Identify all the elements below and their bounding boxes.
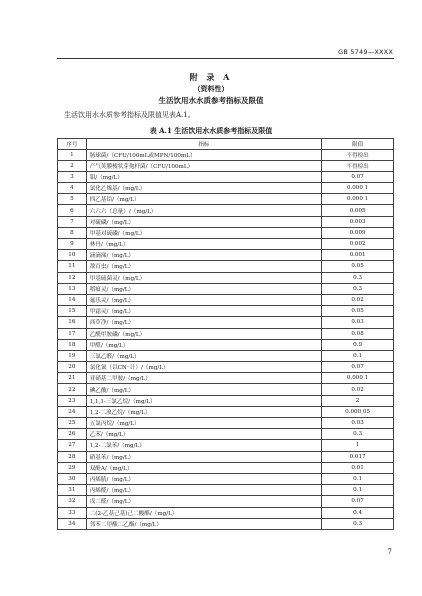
limit-value: 不得检出	[322, 149, 394, 160]
indicator-name: 甲霜灵/（mg/L）	[86, 306, 321, 317]
table-row	[58, 418, 394, 429]
indicator-name: 1,2-二溴乙烷/（mg/L）	[86, 406, 321, 417]
table-row	[58, 384, 394, 395]
table-row	[58, 317, 394, 328]
appendix-nature: （资料性）	[193, 84, 229, 93]
indicator-name: 戊二醛/（mg/L）	[86, 496, 321, 507]
row-number: 1	[58, 149, 87, 160]
table-row	[58, 306, 394, 317]
indicator-name: 氟乐灵/（mg/L）	[86, 294, 321, 305]
limit-value: 0.07	[322, 496, 394, 507]
row-number: 31	[58, 485, 87, 496]
row-number: 28	[58, 451, 87, 462]
limit-value: 0.003	[322, 216, 394, 227]
table-row	[58, 294, 394, 305]
row-number: 4	[58, 183, 87, 194]
row-number: 8	[58, 227, 87, 238]
row-number: 9	[58, 239, 87, 250]
limit-value: 0.005	[322, 205, 394, 216]
standard-number: GB 5749—XXXX	[338, 48, 393, 56]
indicator-name: 二(2-乙基己基)己二酸酯/（mg/L）	[86, 507, 321, 518]
limit-value: 0.07	[322, 362, 394, 373]
table-row	[58, 496, 394, 507]
row-number: 13	[58, 283, 87, 294]
limit-value: 0.3	[322, 283, 394, 294]
limit-value: 0.1	[322, 350, 394, 361]
table-row	[58, 261, 394, 272]
limit-value: 0.07	[322, 171, 394, 182]
table-row	[58, 440, 394, 451]
limit-value: 0.017	[322, 451, 394, 462]
indicator-name: 肠球菌/（CFU/100mL或MPN/100mL）	[86, 149, 321, 160]
table-row	[58, 149, 394, 160]
limit-value: 1	[322, 440, 394, 451]
row-number: 26	[58, 429, 87, 440]
limit-value: 0.002	[322, 239, 394, 250]
page-number: 7	[387, 548, 392, 556]
row-number: 10	[58, 250, 87, 261]
limit-value: 0.3	[322, 429, 394, 440]
row-number: 27	[58, 440, 87, 451]
limit-value: 0.08	[322, 328, 394, 339]
table-row	[58, 485, 394, 496]
table-row	[58, 272, 394, 283]
row-number: 22	[58, 384, 87, 395]
row-number: 15	[58, 306, 87, 317]
indicator-name: 氯化乙烯基/（mg/L）	[86, 183, 321, 194]
limit-value: 0.03	[322, 317, 394, 328]
indicator-name: 丙烯腈/（mg/L）	[86, 473, 321, 484]
table-row	[58, 473, 394, 484]
limit-value: 0.05	[322, 261, 394, 272]
indicator-name: 丙烯醛/（mg/L）	[86, 485, 321, 496]
indicator-name: 敌百虫/（mg/L）	[86, 261, 321, 272]
table-row	[58, 205, 394, 216]
table-row	[58, 339, 394, 350]
limit-value: 0.000 1	[322, 373, 394, 384]
header-divider	[57, 58, 394, 59]
indicator-name: 产气荚膜梭状芽孢杆菌/（CFU/100mL）	[86, 160, 321, 171]
table-row	[58, 216, 394, 227]
table-row	[58, 239, 394, 250]
header-no: 序号	[58, 139, 87, 150]
limit-value: 2	[322, 395, 394, 406]
row-number: 23	[58, 395, 87, 406]
indicator-name: 林丹/（mg/L）	[86, 239, 321, 250]
indicator-name: 甲醛/（mg/L）	[86, 339, 321, 350]
limit-value: 0.9	[322, 339, 394, 350]
limit-value: 0.02	[322, 384, 394, 395]
limit-value: 0.000 1	[322, 183, 394, 194]
table-row	[58, 362, 394, 373]
indicator-name: 碘乙酸/（mg/L）	[86, 384, 321, 395]
indicator-name: 滴滴涕/（mg/L）	[86, 250, 321, 261]
indicator-name: 对硫磷/（mg/L）	[86, 216, 321, 227]
row-number: 12	[58, 272, 87, 283]
limit-value: 0.000 1	[322, 194, 394, 205]
limit-value: 0.009	[322, 227, 394, 238]
row-number: 24	[58, 406, 87, 417]
row-number: 29	[58, 462, 87, 473]
limits-table	[57, 138, 394, 530]
indicator-name: 1,2-二氯苯/（mg/L）	[86, 440, 321, 451]
table-row	[58, 429, 394, 440]
row-number: 6	[58, 205, 87, 216]
limit-value: 0.03	[322, 418, 394, 429]
row-number: 25	[58, 418, 87, 429]
limit-value: 不得检出	[322, 160, 394, 171]
row-number: 20	[58, 362, 87, 373]
limit-value: 0.1	[322, 485, 394, 496]
row-number: 5	[58, 194, 87, 205]
indicator-name: 甲基硫菌灵/（mg/L）	[86, 272, 321, 283]
table-row	[58, 194, 394, 205]
table-row	[58, 373, 394, 384]
indicator-name: 双酚A/（mg/L）	[86, 462, 321, 473]
table-row	[58, 462, 394, 473]
indicator-name: 西草净/（mg/L）	[86, 317, 321, 328]
row-number: 21	[58, 373, 87, 384]
indicator-name: 氯化氰（以CN⁻计）/（mg/L）	[86, 362, 321, 373]
indicator-name: 硝基苯/（mg/L）	[86, 451, 321, 462]
table-row	[58, 227, 394, 238]
table-row	[58, 160, 394, 171]
indicator-name: 邻苯二甲酸二乙酯/（mg/L）	[86, 518, 321, 529]
table-caption: 表 A.1 生活饮用水水质参考指标及限值	[149, 126, 273, 135]
table-row	[58, 328, 394, 339]
indicator-name: 六六六（总量）/（mg/L）	[86, 205, 321, 216]
row-number: 11	[58, 261, 87, 272]
appendix-title: 生活饮用水水质参考指标及限值	[158, 96, 264, 105]
row-number: 16	[58, 317, 87, 328]
indicator-name: 亚硝基二甲胺/（mg/L）	[86, 373, 321, 384]
table-row	[58, 451, 394, 462]
row-number: 34	[58, 518, 87, 529]
limit-value: 0.000 05	[322, 406, 394, 417]
table-row	[58, 518, 394, 529]
row-number: 7	[58, 216, 87, 227]
limit-value: 0.02	[322, 294, 394, 305]
row-number: 30	[58, 473, 87, 484]
table-row	[58, 283, 394, 294]
limit-value: 0.4	[322, 507, 394, 518]
row-number: 14	[58, 294, 87, 305]
indicator-name: 三氯乙醛/（mg/L）	[86, 350, 321, 361]
indicator-name: 稻瘟灵/（mg/L）	[86, 283, 321, 294]
row-number: 19	[58, 350, 87, 361]
table-header-row	[58, 139, 394, 150]
table-row	[58, 250, 394, 261]
indicator-name: 五氯丙烷/（mg/L）	[86, 418, 321, 429]
table-row	[58, 507, 394, 518]
limit-value: 0.1	[322, 473, 394, 484]
row-number: 32	[58, 496, 87, 507]
indicator-name: 甲基对硫磷/（mg/L）	[86, 227, 321, 238]
row-number: 18	[58, 339, 87, 350]
limit-value: 0.001	[322, 250, 394, 261]
indicator-name: 1,1,1-三氯乙烷/（mg/L）	[86, 395, 321, 406]
table-row	[58, 183, 394, 194]
limit-value: 0.3	[322, 518, 394, 529]
intro-text: 生活饮用水水质参考指标及限值见表A.1。	[64, 111, 195, 119]
row-number: 3	[58, 171, 87, 182]
row-number: 17	[58, 328, 87, 339]
table-row	[58, 350, 394, 361]
limit-value: 0.3	[322, 272, 394, 283]
header-name: 指标	[86, 139, 321, 150]
indicator-name: 钼/（mg/L）	[86, 171, 321, 182]
limit-value: 0.01	[322, 462, 394, 473]
appendix-label: 附 录 A	[189, 72, 233, 82]
table-row	[58, 406, 394, 417]
row-number: 33	[58, 507, 87, 518]
limit-value: 0.05	[322, 306, 394, 317]
indicator-name: 四乙基铅/（mg/L）	[86, 194, 321, 205]
header-limit: 限值	[322, 139, 394, 150]
table-row	[58, 395, 394, 406]
indicator-name: 乙苯/（mg/L）	[86, 429, 321, 440]
indicator-name: 乙酰甲胺磷/（mg/L）	[86, 328, 321, 339]
table-row	[58, 171, 394, 182]
row-number: 2	[58, 160, 87, 171]
